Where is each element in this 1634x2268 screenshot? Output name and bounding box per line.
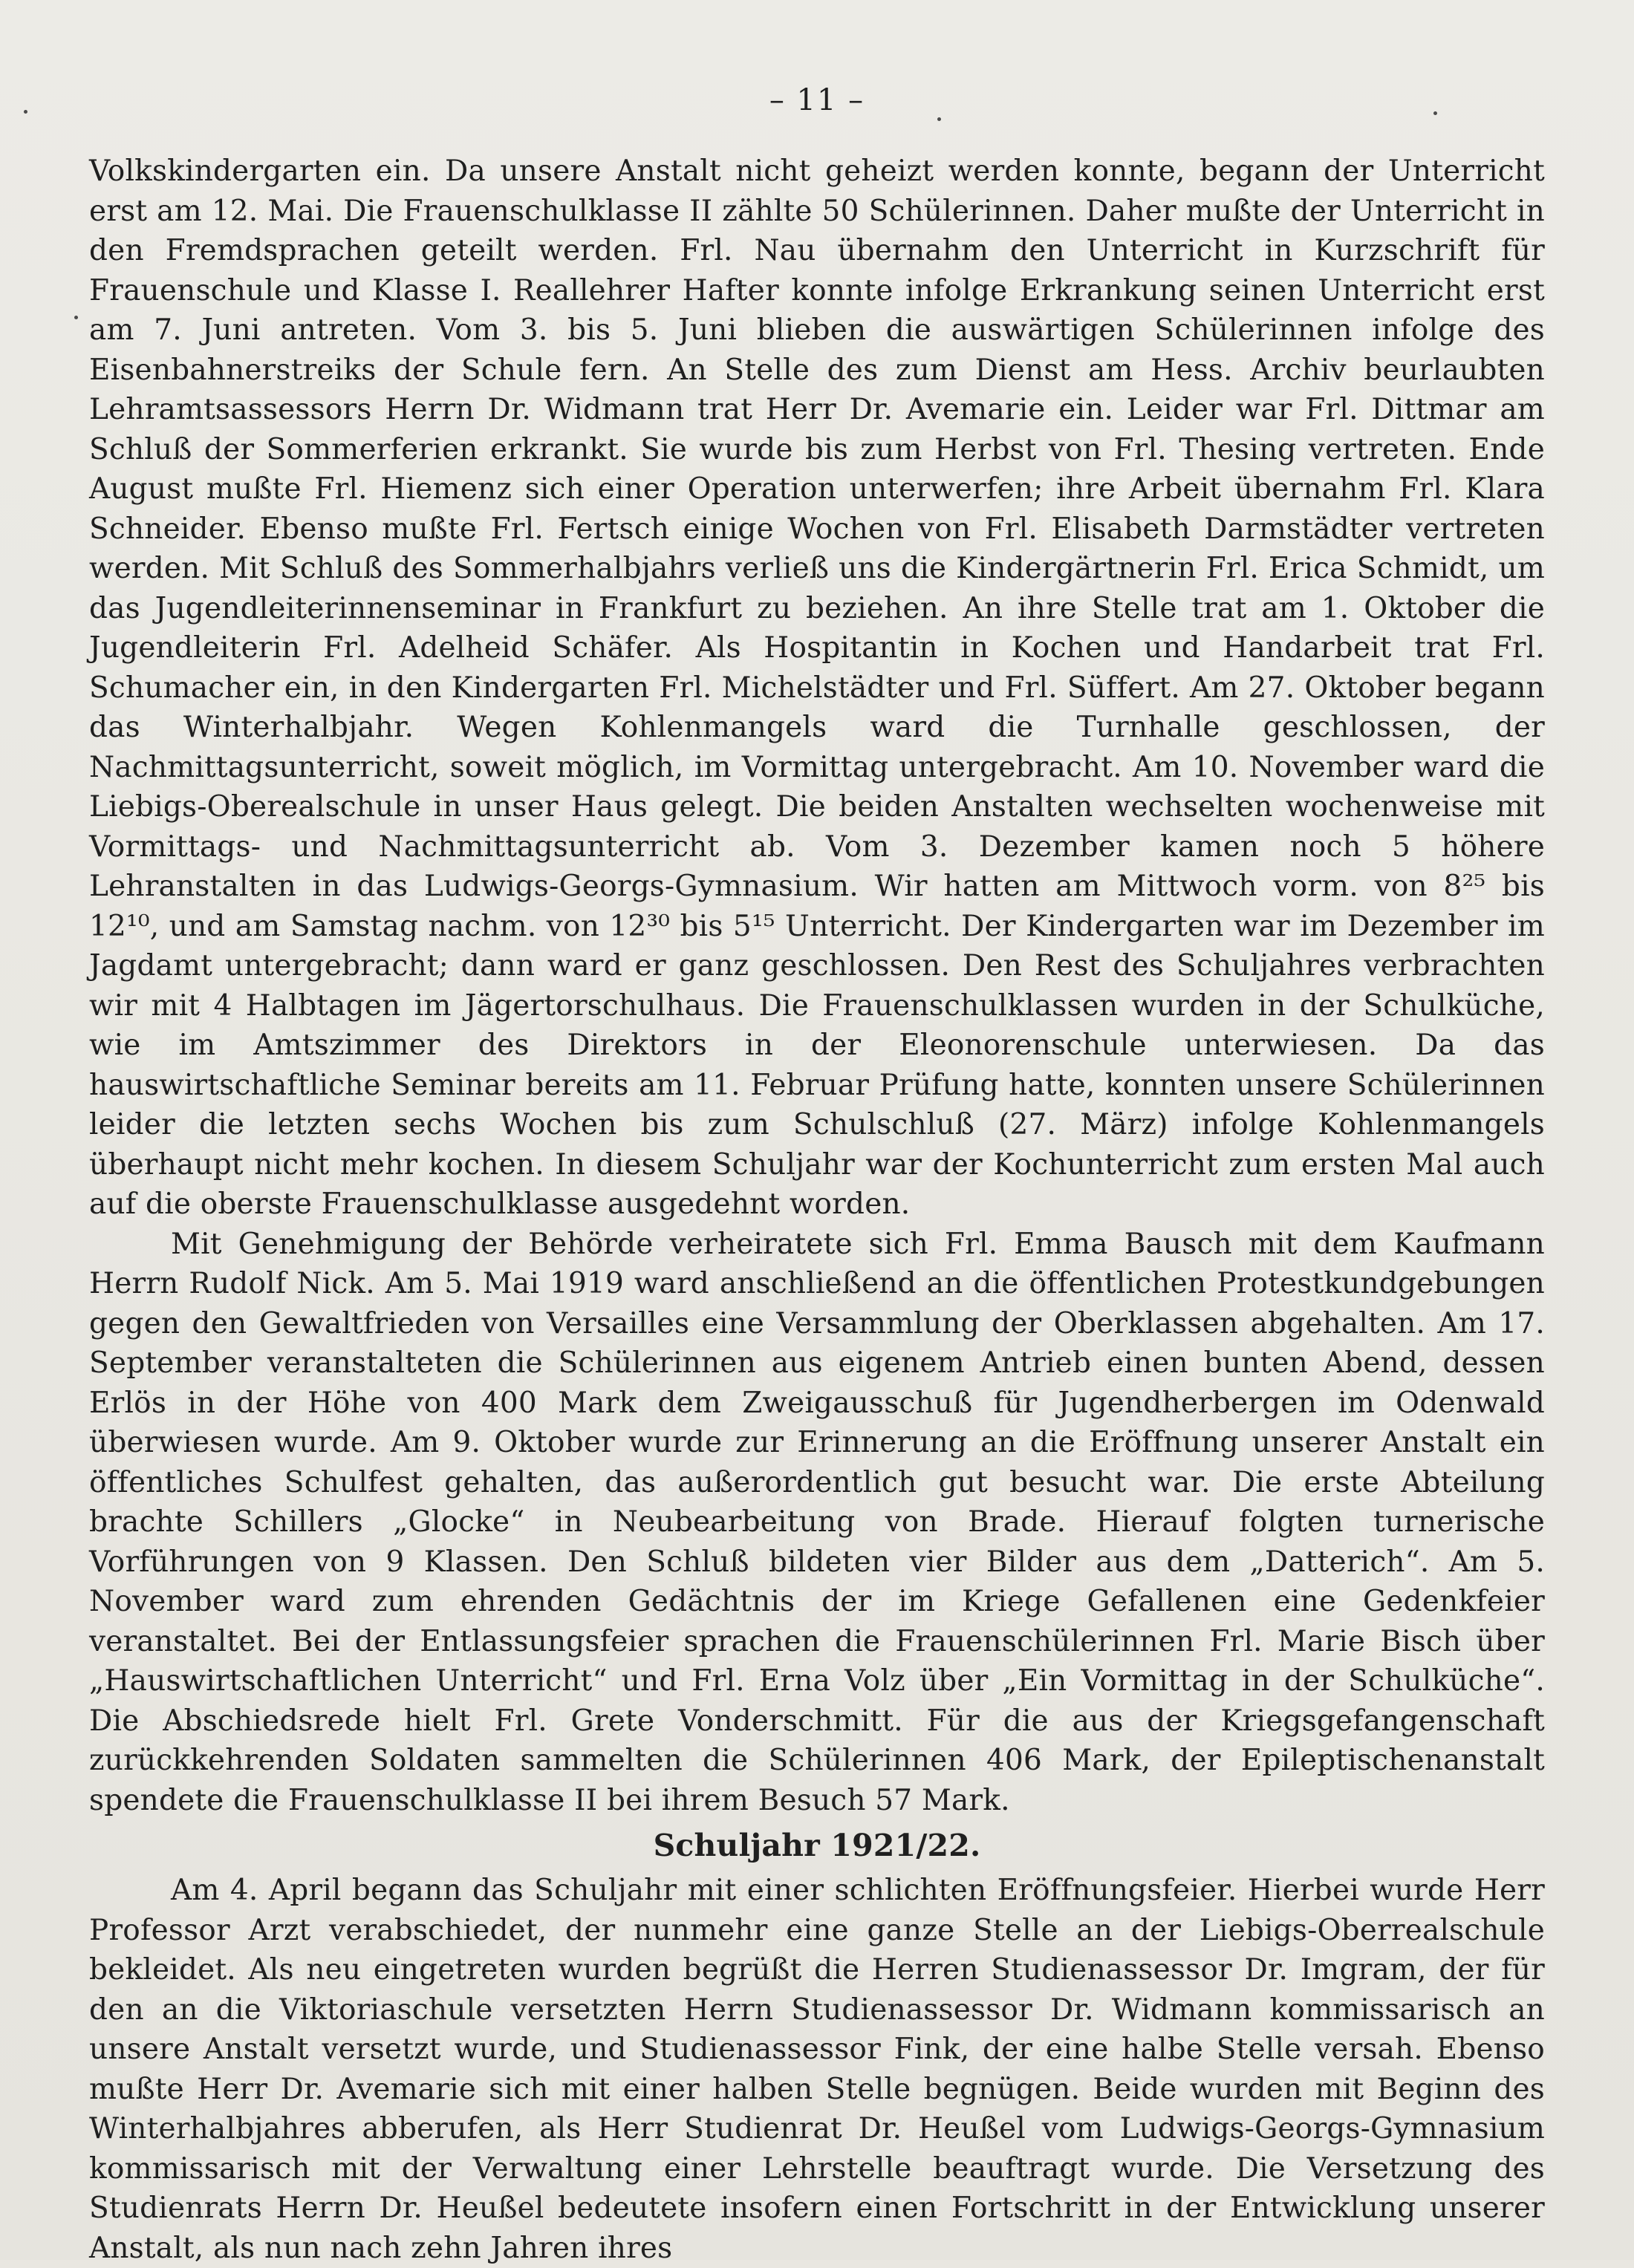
paragraph-2: Mit Genehmigung der Behörde verheiratete sich Frl. Emma Bausch mit dem Kaufmann Herrn Rudolf Nick. Am 5. Mai 1919 ward anschließend an die öffentlichen Protestkundgebungen gegen den Gewaltfrieden von Versailles eine Versammlung der Oberklassen abgehalten. Am 17. September veranstalteten die Schülerinnen aus eigenem Antrieb einen bunten Abend, dessen Erlös in der Höhe von 400 Mark dem Zweigausschuß für Jugendherbergen im Odenwald überwiesen wurde. Am 9. Oktober wurde zur Erinnerung an die Eröffnung unserer Anstalt ein öffentliches Schulfest gehalten, das außerordentlich gut besucht war. Die erste Abteilung brachte Schillers „Glocke“ in Neubearbeitung von Brade. Hierauf folgten turnerische Vorführungen von 9 Klassen. Den Schluß bildeten vier Bilder aus dem „Datterich“. Am 5. November ward zum ehrenden Gedächtnis der im Kriege Gefallenen eine Gedenkfeier veranstaltet. Bei der Entlassungsfeier sprachen die Frauenschülerinnen Frl. Marie Bisch über „Hauswirtschaftlichen Unterricht“ und Frl. Erna Volz über „Ein Vormittag in der Schulküche“. Die Abschiedsrede hielt Frl. Grete Vonderschmitt. Für die aus der Kriegsgefangenschaft zurückkehrenden Soldaten sammelten die Schülerinnen 406 Mark, der Epileptischenanstalt spendete die Frauenschulklasse II bei ihrem Besuch 57 Mark. — [89, 1227, 1545, 1817]
page-number: – 11 – — [769, 83, 865, 117]
print-speck — [1433, 111, 1437, 115]
section-heading: Schuljahr 1921/22. — [653, 1828, 981, 1863]
body-text — [89, 151, 1545, 2268]
paragraph-3: Am 4. April begann das Schuljahr mit einer schlichten Eröffnungsfeier. Hierbei wurde Herr Professor Arzt verabschiedet, der nunmehr eine ganze Stelle an der Liebigs-Oberrealschule bekleidet. Als neu eingetreten wurden begrüßt die Herren Studienassessor Dr. Imgram, der für den an die Viktoriaschule versetzten Herrn Studienassessor Dr. Widmann kommissarisch an unsere Anstalt versetzt wurde, und Studienassessor Fink, der eine halbe Stelle versah. Ebenso mußte Herr Dr. Avemarie sich mit einer halben Stelle begnügen. Beide wurden mit Beginn des Winterhalbjahres abberufen, als Herr Studienrat Dr. Heußel vom Ludwigs-Georgs-Gymnasium kommissarisch mit der Verwaltung einer Lehrstelle beauftragt wurde. Die Versetzung des Studienrats Herrn Dr. Heußel bedeutete insofern einen Fortschritt in der Entwicklung unserer Anstalt, als nun nach zehn Jahren ihres — [89, 1874, 1545, 2265]
print-speck — [74, 316, 78, 319]
paragraph-1: Volkskindergarten ein. Da unsere Anstalt nicht geheizt werden konnte, begann der Unterricht erst am 12. Mai. Die Frauenschulklasse II zählte 50 Schülerinnen. Daher mußte der Unterricht in den Fremdsprachen geteilt werden. Frl. Nau übernahm den Unterricht in Kurzschrift für Frauenschule und Klasse I. Reallehrer Hafter konnte infolge Erkrankung seinen Unterricht erst am 7. Juni antreten. Vom 3. bis 5. Juni blieben die auswärtigen Schülerinnen infolge des Eisenbahnerstreiks der Schule fern. An Stelle des zum Dienst am Hess. Archiv beurlaubten Lehramtsassessors Herrn Dr. Widmann trat Herr Dr. Avemarie ein. Leider war Frl. Dittmar am Schluß der Sommerferien erkrankt. Sie wurde bis zum Herbst von Frl. Thesing vertreten. Ende August mußte Frl. Hiemenz sich einer Operation unterwerfen; ihre Arbeit übernahm Frl. Klara Schneider. Ebenso mußte Frl. Fertsch einige Wochen von Frl. Elisabeth Darmstädter vertreten werden. Mit Schluß des Sommerhalbjahrs verließ uns die Kindergärtnerin Frl. Erica Schmidt, um das Jugendleiterinnenseminar in Frankfurt zu beziehen. An ihre Stelle trat am 1. Oktober die Jugendleiterin Frl. Adelheid Schäfer. Als Hospitantin in Kochen und Handarbeit trat Frl. Schumacher ein, in den Kindergarten Frl. Michelstädter und Frl. Süffert. Am 27. Oktober begann das Winterhalbjahr. Wegen Kohlenmangels ward die Turnhalle geschlossen, der Nachmittagsunterricht, soweit möglich, im Vormittag untergebracht. Am 10. November ward die Liebigs-Oberealschule in unser Haus gelegt. Die beiden Anstalten wechselten wochenweise mit Vormittags- und Nachmittagsunterricht ab. Vom 3. Dezember kamen noch 5 höhere Lehranstalten in das Ludwigs-Georgs-Gymnasium. Wir hatten am Mittwoch vorm. von 8²⁵ bis 12¹⁰, und am Samstag nachm. von 12³⁰ bis 5¹⁵ Unterricht. Der Kindergarten war im Dezember im Jagdamt untergebracht; dann ward er ganz geschlossen. Den Rest des Schuljahres verbrachten wir mit 4 Halbtagen im Jägertorschulhaus. Die Frauenschulklassen wurden in der Schulküche, wie im Amtszimmer des Direktors in der Eleonorenschule unterwiesen. Da das hauswirtschaftliche Seminar bereits am 11. Februar Prüfung hatte, konnten unsere Schülerinnen leider die letzten sechs Wochen bis zum Schulschluß (27. März) infolge Kohlenmangels überhaupt nicht mehr kochen. In diesem Schuljahr war der Kochunterricht zum ersten Mal auch auf die oberste Frauenschulklasse ausgedehnt worden. — [89, 154, 1545, 1221]
print-speck — [937, 117, 941, 121]
print-speck — [24, 110, 27, 114]
